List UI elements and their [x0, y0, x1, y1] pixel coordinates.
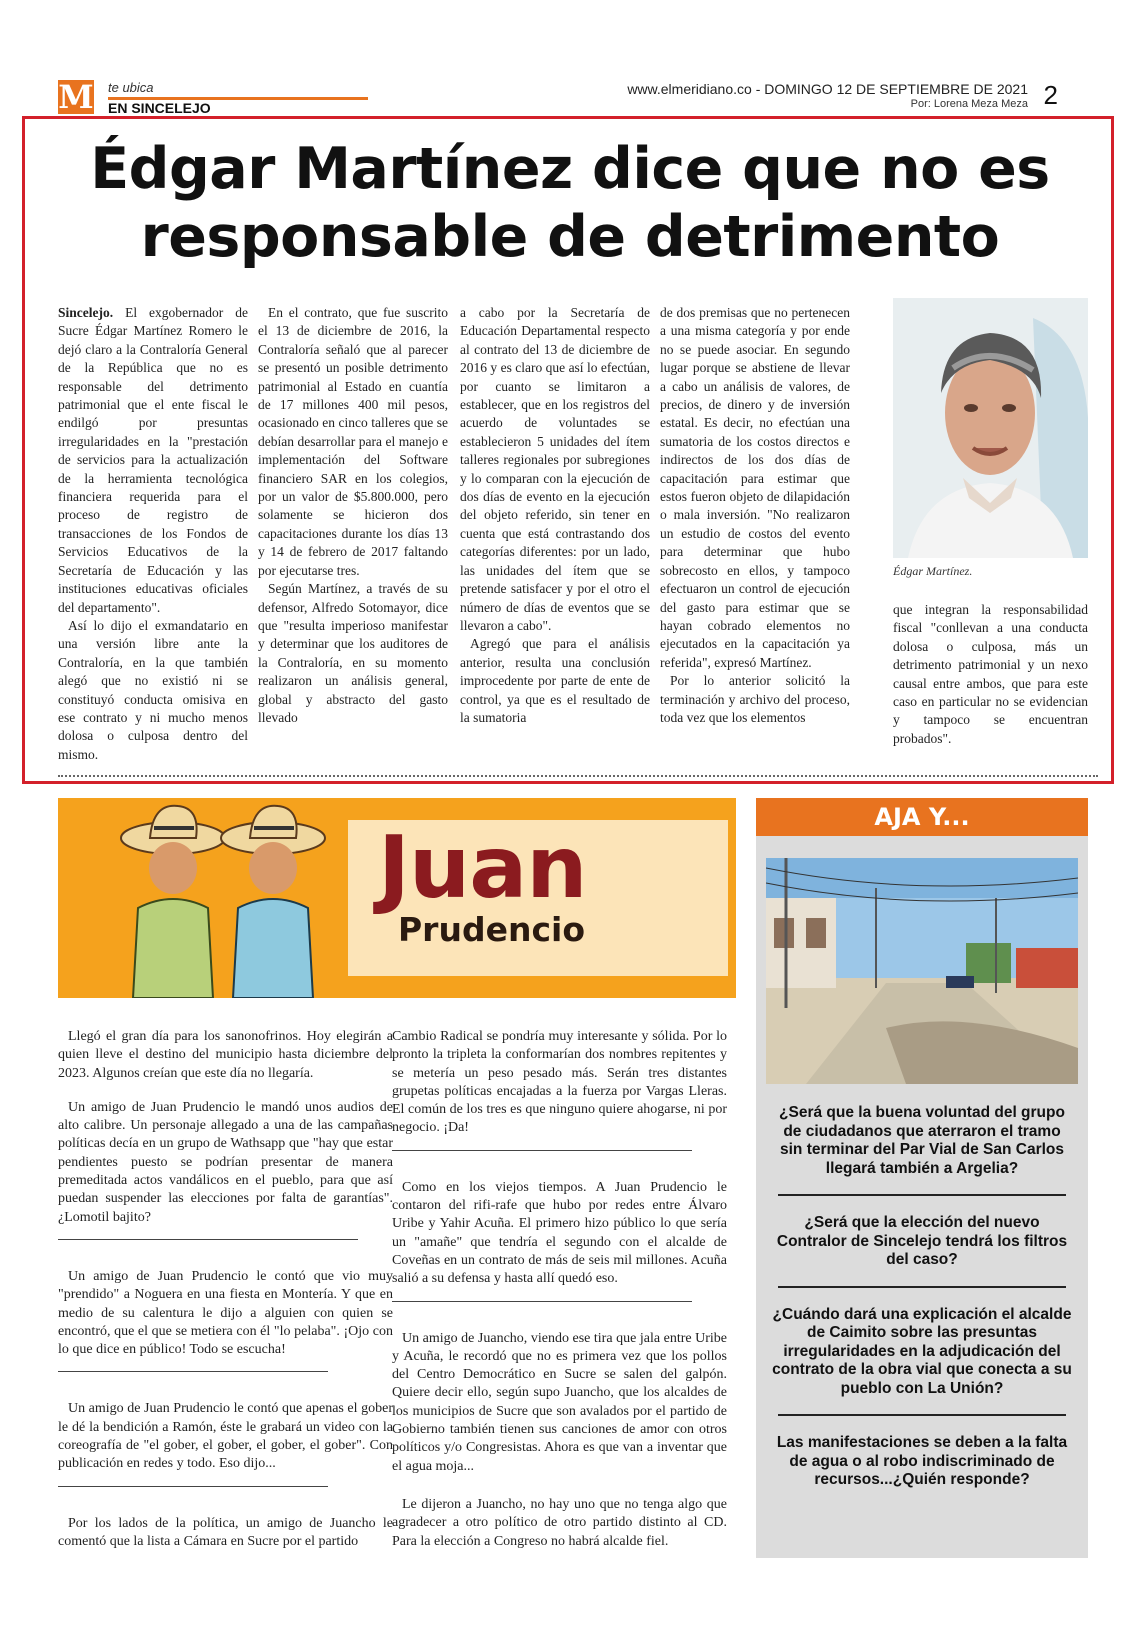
separator-line — [392, 1150, 692, 1151]
paragraph: Un amigo de Juancho, viendo ese tira que jala entre Uribe y Acuña, le recordó que no es primera vez que los pollos del Centro Democrático en Sucre se salen del galpón. Quiere decir ello, según supo Juancho, que los alcaldes de los municipios de Sucre que son avalados por el partido de Gobierno también tienen sus canciones de amor con otros políticos y/o Congresistas. Ahora es que van a inventar que el agua moja... — [392, 1330, 727, 1474]
juan-prudencio-right-column — [392, 1028, 727, 1567]
paragraph: de dos premisas que no pertenecen a una misma categoría y por ende no se puede asociar. En segundo lugar porque se abstiene de llevar a cabo un análisis de valores, de precios, de dinero y de inversión estatal. Es decir, no efectúan una sumatoria de los costos directos e indirectos de los dos días de capacitación para estimar que estos fueron objeto de dilapidación o mala inversión. "No realizaron un estudio de costos del evento para determinar que hubo sobrecosto en ellos, y tampoco efectuaron un control de ejecución del gasto para estimar que se hayan cobrado elementos no ejecutados en la capacitación ya referida", expresó Martínez. — [660, 305, 850, 670]
separator-line — [778, 1194, 1066, 1196]
paragraph: Un amigo de Juan Prudencio le contó que apenas el gober le dé la bendición a Ramón, éste le grabará un video con la coreografía de "el gober, el gober, el gober, el gober". Con publicación en redes y todo. Eso dijo... — [58, 1401, 393, 1472]
paragraph: Como en los viejos tiempos. A Juan Prudencio le contaron del rifi-rafe que hubo por redes entre Álvaro Uribe y Yahir Acuña. El primero hizo público lo que sería un "amañe" que tendría el segundo con el alcalde de Coveñas en un contrato de más de seis mil millones. Acuña salió a su defensa y hasta allí quedó eso. — [392, 1179, 727, 1287]
logo: M — [58, 78, 94, 116]
list-item: Las manifestaciones se deben a la falta de agua o al robo indiscriminado de recursos...¿Quién responde? — [776, 1434, 1068, 1488]
byline: Por: Lorena Meza Meza — [910, 98, 1028, 110]
street-illustration — [766, 858, 1078, 1084]
date-line: www.elmeridiano.co - DOMINGO 12 DE SEPTIEMBRE DE 2021 — [627, 81, 1028, 97]
article-column-5 — [893, 601, 1088, 748]
separator-line — [58, 1371, 328, 1372]
dateline: Sincelejo. — [58, 305, 114, 320]
paragraph: Por los lados de la política, un amigo de Juancho le comentó que la lista a Cámara en Sucre por el partido — [58, 1515, 393, 1549]
tagline: te ubica — [108, 80, 154, 95]
sidebar-heading: AJA Y... — [756, 798, 1088, 836]
paragraph: Llegó el gran día para los sanonofrinos. Hoy elegirán a quien lleve el destino del municipio hasta diciembre del 2023. Algunos creían que este día no llegaría. — [58, 1029, 393, 1081]
page-header — [58, 78, 1098, 116]
column-subtitle: Prudencio — [398, 910, 585, 949]
separator-line — [58, 1239, 358, 1240]
paragraph: Según Martínez, a través de su defensor, Alfredo Sotomayor, dice que "resulta imperioso manifestar y determinar que los auditores de la Contraloría, en su momento realizaron un análisis general, global y abstracto del gasto llevado — [258, 581, 448, 725]
separator-line — [778, 1286, 1066, 1288]
juan-prudencio-banner — [58, 798, 736, 998]
section-label: EN SINCELEJO — [108, 100, 211, 116]
separator-line — [58, 1486, 328, 1487]
list-item: ¿Será que la elección del nuevo Contralor de Sincelejo tendrá los filtros del caso? — [776, 1214, 1068, 1268]
paragraph: que integran la responsabilidad fiscal "conllevan a una conducta dolosa o culposa, más un detrimento patrimonial y un nexo causal entre ambos, que para este caso en particular no se evidencian y tampoco se encuentran probados". — [893, 602, 1088, 746]
paragraph: Un amigo de Juan Prudencio le mandó unos audios de alto calibre. Un personaje allegado a una de las campañas políticas decía en un grupo de Wathsapp que "hay que estar pendientes puesto se podrían presentar de manera premeditada actos vandálicos en el pueblo, para que así puedan suspender las elecciones por falta de garantías". ¿Lomotil bajito? — [58, 1099, 393, 1225]
headline-line-1: Édgar Martínez dice que no es — [90, 136, 1050, 202]
article-column-1 — [58, 304, 248, 764]
article-column-3 — [460, 304, 650, 727]
header-meta — [627, 81, 1028, 110]
headline — [30, 135, 1110, 271]
separator-line — [778, 1414, 1066, 1416]
list-item: ¿Será que la buena voluntad del grupo de ciudadanos que aterraron el tramo sin terminar del Par Vial de San Carlos llegará también a Argelia? — [779, 1104, 1065, 1177]
list-item: ¿Cuándo dará una explicación el alcalde de Caimito sobre las presuntas irregularidades en la adjudicación del contrato de la obra vial que conecta a su pueblo con La Unión? — [772, 1305, 1072, 1397]
headline-line-2: responsable de detrimento — [140, 204, 1000, 270]
paragraph: Un amigo de Juan Prudencio le contó que vio muy "prendido" a Noguera en una fiesta en Montería. Y que en medio de su calentura le dijo a alguien con quien se encontró, que el que se metiera con él "lo pelaba". ¡Ojo con lo que dice en público! Todo se escucha! — [58, 1268, 393, 1358]
photo-edgar-martinez — [893, 298, 1088, 558]
photo-caption: Édgar Martínez. — [893, 564, 973, 578]
paragraph: Cambio Radical se pondría muy interesante y sólida. Por lo pronto la tripleta la conformarían dos nombres repitentes y se metería un peso pesado más. Serán tres distantes grupetas políticas encajadas a la fuerza por Vargas Lleras. El común de los tres es que ninguno quiere ahogarse, ni por negocio. ¡Da! — [392, 1029, 727, 1136]
paragraph: Así lo dijo el exmandatario en una versión libre ante la Contraloría, en la que también alegó que no existió ni se constituyó conducta omisiva en ese contrato y ni mucho menos dolosa o culposa dentro del mismo. — [58, 617, 248, 762]
paragraph: Agregó que para el análisis anterior, resulta una conclusión improcedente por parte de ente de control, ya que es el resultado de la sumatoria — [460, 636, 650, 725]
separator-line — [392, 1301, 692, 1302]
aja-question-list — [766, 1104, 1078, 1490]
photo-street-works — [766, 858, 1078, 1084]
cartoon-two-men-sombrero — [78, 798, 368, 998]
aja-sidebar — [756, 798, 1088, 1558]
paragraph: Le dijeron a Juancho, no hay uno que no tenga algo que agradecer a otro político de otro partido distinto al CD. Para la elección a Congreso no habrá alcalde fiel. — [392, 1496, 727, 1549]
section-divider — [58, 775, 1098, 777]
portrait-illustration — [893, 298, 1088, 558]
paragraph: a cabo por la Secretaría de Educación Departamental respecto al contrato del 13 de diciembre de 2016 y es claro que así lo efectúan, por cuanto se limitaron a establecer, que en los registros del acuerdo de voluntades se establecieron 5 unidades del ítem talleres regionales por subregiones y lo comparan con la ejecución de dos días de evento en la ejecución del objeto referido, sin tener en cuenta que está contrastando dos categorías diferentes: por un lado, las unidades del ítem que se pretende satisfacer y por el otro el número de días de eventos que se llevaron a cabo". — [460, 305, 650, 633]
paragraph: Sincelejo. El exgobernador de Sucre Édgar Martínez Romero le dejó claro a la Contraloría General de la República que no es responsable del detrimento patrimonial que el ente fiscal le endilgó por presuntas irregularidades en la "prestación de servicios para la actualización de la herramienta tecnológica financiera requerida para el proceso de registro de transacciones de los Fondos de Servicios Educativos de la Secretaría de Educación y las instituciones educativas oficiales del departamento". — [58, 305, 248, 615]
paragraph: Por lo anterior solicitó la terminación y archivo del proceso, toda vez que los elementos — [660, 673, 850, 725]
article-column-2 — [258, 304, 448, 727]
article-column-4 — [660, 304, 850, 727]
paragraph: En el contrato, que fue suscrito el 13 de diciembre de 2016, la Contraloría señaló que al parecer se presentó un posible detrimento patrimonial al Estado en cuantía de 17 millones 400 mil pesos, ocasionado en cinco talleres que se debían desarrollar para el manejo e implementación del Software financiero SAR en los colegios, por un valor de $5.800.000, pero solamente se hicieron dos capacitaciones durante los días 13 y 14 de febrero de 2017 faltando por ejecutarse tres. — [258, 305, 448, 578]
juan-prudencio-left-column — [58, 1028, 393, 1567]
page-number: 2 — [1043, 80, 1058, 110]
column-title: Juan — [378, 818, 587, 918]
